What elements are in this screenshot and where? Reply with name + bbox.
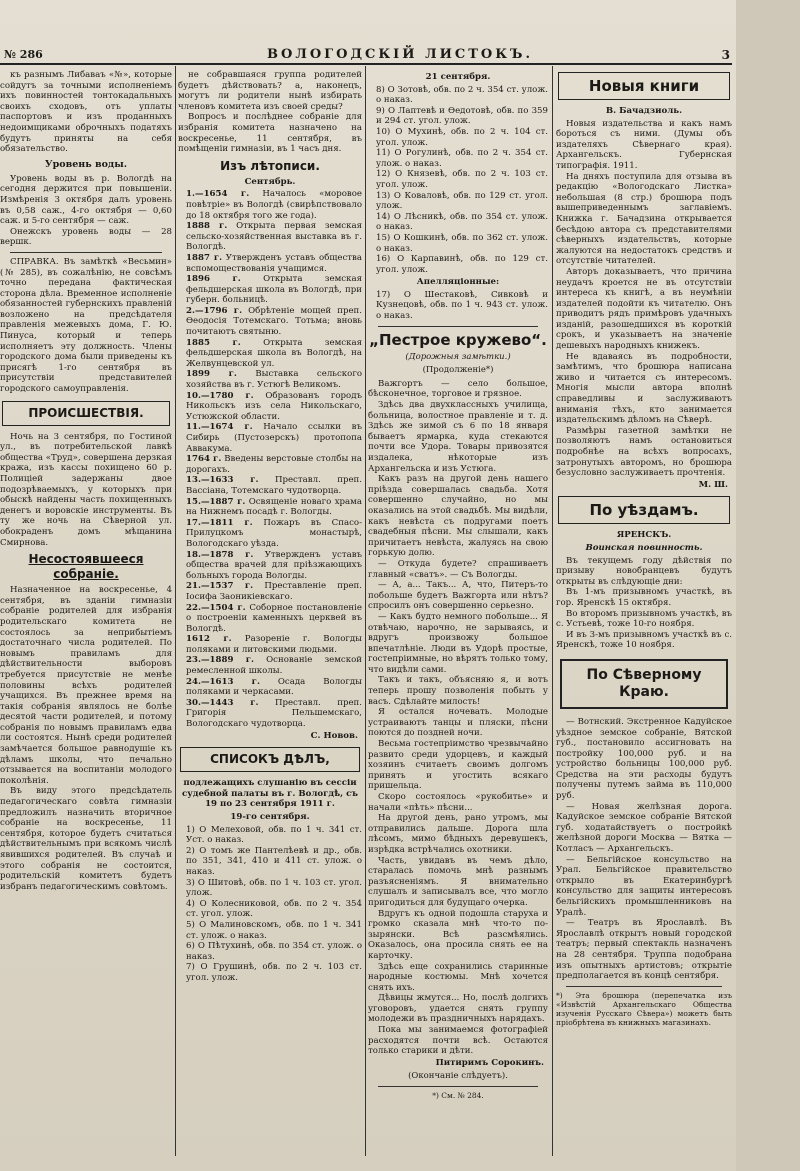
- chronicle-date: 11.—1674 г.: [186, 422, 253, 433]
- cases-heading: СПИСОКЪ ДѢЛЪ,: [210, 752, 330, 767]
- water-level-tail: Онежскъ уровень воды — 28 вершк.: [0, 226, 172, 248]
- page-number-right: 3: [721, 48, 730, 62]
- lace-subtitle: (Дорожныя замѣтки.): [405, 351, 511, 362]
- paragraph: 10) О Мухинѣ, обв. по 2 ч. 104 ст. угол. улож.: [376, 126, 548, 148]
- chronicle-entry: [178, 306, 362, 338]
- paragraph: 15) О Кошкинѣ, обв. по 362 ст. улож. о наказ.: [376, 232, 548, 254]
- paragraph: 8) О Зотовѣ, обв. по 2 ч. 354 ст. улож. о наказ.: [376, 84, 548, 106]
- chronicle-entry: [178, 497, 362, 518]
- separator: [10, 252, 162, 253]
- paragraph: — Откуда будете? спрашиваетъ главный «сватъ». — Съ Вологды.: [368, 558, 548, 580]
- cases-day: 19-го сентября.: [230, 812, 310, 822]
- column-divider: [552, 66, 553, 1156]
- chronicle-entry: [178, 221, 362, 253]
- chronicle-entry: [178, 369, 362, 390]
- chronicle-text: Открыта земская фельдшерская школа въ Вологдѣ, на Желвунцевской ул.: [186, 337, 362, 369]
- masthead-rule: [0, 63, 732, 65]
- chronicle-entry: [178, 677, 362, 698]
- paragraph: Часть, увидавъ въ чемъ дѣло, старалась помочь мнѣ разнымъ разъясненіямъ. Я внимательно слушалъ и записывалъ все, что могло пригодиться для будущаго очерка.: [368, 855, 548, 908]
- lace-end: (Окончаніе слѣдуетъ).: [408, 1071, 508, 1082]
- chronicle-text: Преставл. преп. Вассіана, Тотемскаго чудотворца.: [186, 475, 362, 496]
- paragraph: — Какъ будто немного побольше... Я отвѣчаю, нарочно, не зарываясь, и вдругъ произвожу большое впечатлѣніе. Люди въ Удорѣ простые, гостепріимные, но вѣрятъ только тому, что видѣли сами.: [368, 611, 548, 675]
- lace-footnote: *) См. № 284.: [432, 1091, 484, 1101]
- chronicle-text: Выставка сельского хозяйства въ г. Устюгѣ Великомъ.: [186, 369, 362, 391]
- paragraph: 14) О Лѣсникѣ, обв. по 354 ст. улож. о наказ.: [376, 211, 548, 233]
- cases-date-head: 21 сентября.: [425, 72, 491, 82]
- paragraph: Пока мы занимаемся фотографіей расходятся почти всѣ. Остаются только старики и дѣти.: [368, 1025, 548, 1057]
- chronicle-entry: [178, 454, 362, 475]
- books-author: В. Бачадзиоль.: [605, 106, 683, 116]
- chronicle-date: 1888 г.: [186, 221, 228, 232]
- separator: [378, 326, 538, 327]
- lace-body: [368, 379, 548, 1057]
- chronicle-entry: [178, 422, 362, 454]
- chronicle-signature: С. Новов.: [310, 730, 358, 741]
- chronicle-date: 1612 г.: [186, 634, 232, 645]
- separator: [566, 986, 722, 987]
- meeting-text: Назначенное на воскресенье, 4 сентября, въ зданіи гимназіи собраніе родителей для избранія родительскаго комитета не состоялось за неприбытіемъ достаточнаго числа родителей. По новымъ правиламъ для дѣйствительности выборовъ требуется присутствіе не менѣе половины всѣхъ родителей учащихся. Въ прежнее время на такія собранія являлось не болѣе десятой части родителей, и потому собранія по новымъ правиламъ едва ли состоятся. Нынѣ среди родителей замѣчается большое равнодушіе къ дѣламъ школы, что печально отзывается на воспитаніи молодого поколѣнія.: [0, 585, 172, 786]
- chronicle-text: Утвержденъ уставъ общества врачей для пріѣзжающихъ больныхъ города Вологды.: [186, 549, 362, 581]
- chronicle-entry: [178, 475, 362, 496]
- chronicle-text: Обрѣтеніе мощей преп. Ѳеодосія Тотемскаго. Тотьма; вновь почитаютъ святыню.: [186, 305, 362, 338]
- correction-text: СПРАВКА. Въ замѣткѣ «Весьмин» (№ 285), въ сожалѣнію, не совсѣмъ точно передана фактическая сторона дѣла. Временное исполненіе обязанностей губернскихъ правленій возложено на предсѣдателя правленія межевыхъ дома, Г. Ю. Пинуса, который и теперь исполняетъ эту должность. Члены городского дома были приведены къ присягѣ 1-го сентября въ присутствіи представителей городского самоуправленія.: [0, 256, 172, 395]
- paragraph: Важгортъ — село большое, бѣсконечное, торговое и грязное.: [368, 378, 548, 400]
- paragraph: 13) О Коваловѣ, обв. по 129 ст. угол. улож.: [376, 190, 548, 212]
- paragraph: Я остался ночевать. Молодые устраиваютъ танцы и пляски, пѣсни поются до поздней ночи.: [368, 707, 548, 739]
- chronicle-entry: [178, 253, 362, 274]
- separator: [378, 1086, 538, 1087]
- chronicle-date: 15.—1887 г.: [186, 496, 246, 507]
- paragraph: — А, а... Такъ... А, что, Питеръ-то побольше будетъ Важгорта или нѣтъ? спросилъ онъ совершенно серьезно.: [368, 580, 548, 612]
- meeting-text-2: Въ виду этого предсѣдатель педагогическаго совѣта гимназіи предложилъ назначить вторичное собраніе на воскресенье, 11 сентября, которое будетъ считаться дѣйствительнымъ при всякомъ числѣ явившихся родителей. Въ случаѣ и этого собранія не состоится, родительскій комитетъ будетъ избранъ педагогическимъ совѣтомъ.: [0, 786, 172, 892]
- chronicle-date: 18.—1878 г.: [186, 549, 254, 560]
- paragraph: 12) О Князевѣ, обв. по 2 ч. 103 ст. угол. улож.: [376, 169, 548, 190]
- chronicle-month: Сентябрь.: [244, 176, 296, 187]
- paragraph: На дняхъ поступила для отзыва въ редакцію «Вологодскаго Листка» небольшая (8 стр.) брошюра подъ вышеприведеннымъ заглавіемъ. Книжка г. Бачадзина открывается бесѣдою автора съ представителями сѣверныхъ издательствъ, которые жалуются на недостатокъ средствъ и отсутствіе читателей.: [556, 171, 732, 267]
- chronicle-date: 24.—1613 г.: [186, 676, 260, 687]
- column-4: [556, 70, 732, 1160]
- chronicle-entry: [178, 655, 362, 676]
- chronicle-heading: Изъ лѣтописи.: [220, 158, 320, 173]
- paragraph: Какъ разъ на другой день нашего пріѣзда совершалась свадьба. Хотя совершенно случайно, но мы оказались на этой свадьбѣ. Мы видѣли, какъ невѣста съ подругами поетъ свадебныя пѣсни. Мы слышали, какъ причитаетъ невѣста, жалуясь на свою горькую долю.: [368, 474, 548, 559]
- paragraph: 7) О Грушинѣ, обв. по 2 ч. 103 ст. угол. улож.: [186, 962, 362, 983]
- books-box: [558, 72, 730, 100]
- chronicle-text: Пожаръ въ Спасо-Прилуцкомъ монастырѣ, Вологодскаго уѣзда.: [186, 517, 362, 549]
- chronicle-entry: [178, 581, 362, 602]
- chronicle-text: Основаніе земской ремесленной школы.: [186, 655, 362, 677]
- paragraph: Весьма гостепріимство чрезвычайно развито среди удорцевъ, и каждый хозяинъ считаетъ своимъ долгомъ принять и угостить всякаго пришельца.: [368, 739, 548, 792]
- paragraph: Новыя издательства и какъ намъ бороться съ ними. (Думы объ издателяхъ Сѣвернаго края). Архангельскъ. Губернская типографія. 1911.: [556, 118, 732, 171]
- paragraph: 3) О Шитовѣ, обв. по 1 ч. 103 ст. угол. улож.: [186, 877, 362, 899]
- chronicle-date: 21.—1537 г.: [186, 581, 254, 592]
- meeting-heading: Несостоявшееся собраніе.: [28, 552, 144, 582]
- incidents-heading: ПРОИСШЕСТВІЯ.: [28, 405, 144, 420]
- north-heading: По Сѣверному Краю.: [586, 666, 702, 700]
- paragraph: Во второмъ призывномъ участкѣ, въ с. Устьевѣ, тоже 10-го ноября.: [556, 608, 732, 630]
- chronicle-text: Разореніе г. Вологды поляками и литовскими людьми.: [186, 634, 362, 655]
- water-level-text: Уровень воды въ р. Вологдѣ на сегодня держится при повышеніи. Измѣренія 3 октября далъ уровень въ 0,58 саж., 4-го октября — 0,60 саж. и 5-го сентября — саж.: [0, 173, 172, 227]
- paragraph: — Новая желѣзная дорога. Кадуйское земское собраніе Вятской губ. ходатайствуетъ о постройкѣ желѣзной дороги Москва — Вятка — Котласъ — Архангельскъ.: [556, 801, 732, 855]
- paragraph: На другой день, рано утромъ, мы отправились дальше. Дорога шла лѣсомъ, мимо бѣдныхъ деревушекъ, изрѣдка встрѣчались охотники.: [368, 813, 548, 855]
- chronicle-date: 17.—1811 г.: [186, 517, 253, 528]
- books-body: [556, 119, 732, 479]
- chronicle-text: Утвержденъ уставъ общества вспомоществованія учащимся.: [186, 252, 362, 274]
- paragraph: Авторъ доказываетъ, что причина неудачъ кроется не въ отсутствіи интереса къ книгѣ, а въ неумѣніи издателей подойти къ читателю. Онъ приводитъ рядъ примѣровъ удачныхъ изданій, разошедшихся въ короткій срокъ, и указываетъ на значеніе дешевыхъ народныхъ книжекъ.: [556, 266, 732, 352]
- books-heading: Новыя книги: [588, 77, 700, 95]
- cases-subtitle: подлежащихъ слушанію въ сессіи судебной палаты въ г. Вологдѣ, съ 19 по 23 сентября 1911 г.: [182, 778, 358, 810]
- chronicle-text: Осада Вологды поляками и черкасами.: [186, 676, 362, 698]
- appeal-heading: Апелляціонные:: [416, 277, 500, 288]
- chronicle-text: Открыта первая земская сельско-хозяйственная выставка въ г. Вологдѣ.: [186, 221, 362, 253]
- lace-heading: „Пестрое кружево“.: [369, 330, 547, 349]
- paragraph: Такъ и такъ, объясняю я, и вотъ теперь прошу позволенія побыть у васъ. Сдѣлайте милость!: [368, 675, 548, 707]
- uezd-subheading: Воинская повинность.: [585, 542, 703, 553]
- chronicle-text: Преставленіе преп. Іосифа Заоникіевскаго.: [186, 581, 362, 602]
- masthead: [0, 0, 800, 62]
- chronicle-text: Введены верстовые столбы на дорогахъ.: [186, 454, 362, 475]
- page-margin: [736, 0, 800, 1171]
- chronicle-date: 10.—1780 г.: [186, 390, 254, 401]
- column-divider: [175, 66, 176, 1156]
- lace-continued: (Продолженіе*): [422, 365, 494, 376]
- chronicle-list: [178, 189, 362, 729]
- cases-list: [178, 825, 362, 984]
- paragraph: 2) О томъ же Пантелѣевѣ и др., обв. по 351, 341, 410 и 411 ст. улож. о наказ.: [186, 845, 362, 877]
- paragraph: 5) О Малиновскомъ, обв. по 1 ч. 341 ст. улож. о наказ.: [186, 919, 362, 941]
- incidents-text: Ночь на 3 сентября, по Гостиной ул., въ потребительской лавкѣ общества «Труд», совершена дерзкая кража, изъ кассы похищено 60 р. Полиціей задержаны двое подозрѣваемыхъ, у которыхъ при обыскѣ найдены часть похищенныхъ денегъ и воровскіе инструменты. Въ ту же ночь на Сѣверной ул. обокраденъ домъ мѣщанина Смирнова.: [0, 431, 172, 548]
- incidents-box: [2, 401, 170, 426]
- column-3: [368, 70, 548, 1160]
- column-2: [178, 70, 362, 1160]
- paragraph: 11) О Рогулинѣ, обв. по 2 ч. 354 ст. улож. о наказ.: [376, 148, 548, 169]
- books-signature: М. Ш.: [698, 479, 728, 490]
- chronicle-date: 1885 г.: [186, 337, 241, 348]
- chronicle-date: 1887 г.: [186, 252, 223, 263]
- chronicle-date: 1764 г.: [186, 454, 222, 465]
- chronicle-entry: [178, 698, 362, 730]
- uezd-box: [558, 496, 730, 524]
- chronicle-date: 23.—1889 г.: [186, 655, 255, 666]
- chronicle-text: Начало ссылки въ Сибирь (Пустозерскъ) протопопа Аввакума.: [186, 422, 362, 454]
- north-banner: [560, 659, 728, 709]
- chronicle-entry: [178, 550, 362, 582]
- chronicle-text: Образованъ городъ Никольскъ изъ села Никольскаго, Устюжской области.: [186, 390, 362, 422]
- paragraph: Дѣвицы жмутся... Но, послѣ долгихъ уговоровъ, удается снять группу молодежи въ праздничныхъ нарядахъ.: [368, 993, 548, 1025]
- north-body: [556, 717, 732, 982]
- chronicle-entry: [178, 391, 362, 423]
- chronicle-text: Соборное постановленіе о построеніи каменныхъ церквей въ Вологдѣ.: [186, 602, 362, 634]
- chronicle-date: 13.—1633 г.: [186, 475, 259, 486]
- paragraph: 1) О Мелеховой, обв. по 1 ч. 341 ст. Уст. о наказ.: [186, 824, 362, 846]
- chronicle-date: 1899 г.: [186, 369, 237, 380]
- column-1: [0, 70, 172, 1160]
- chronicle-text: Преставл. преп. Григорія Пельшемскаго, Вологодскаго чудотворца.: [186, 697, 362, 730]
- paragraph: — Бельгійское консульство на Урал. Бельгійское правительство открыло въ Екатеринбургѣ консульство для защиты интересовъ бельгійскихъ промышленниковъ на Уралѣ.: [556, 854, 732, 918]
- paragraph: 9) О Лаптевѣ и Ѳедотовѣ, обв. по 359 и 294 ст. угол. улож.: [376, 105, 548, 127]
- chronicle-text: Началось «моровое повѣтріе» въ Вологдѣ (свирѣпствовало до 18 октября того же года).: [186, 189, 362, 221]
- chronicle-date: 2.—1796 г.: [186, 305, 243, 316]
- article-intro: къ разнымъ Либаваъ «№», которые сойдутъ за точными исполненіемъ ихъ повинностей тонтокадальныхъ своихъ сходовъ, отъ уплаты паспортовъ и изъ проданныхъ недоимщиками оброчныхъ податяхъ будутъ приняты на себя обязательство.: [0, 70, 172, 155]
- paragraph: Здѣсь еще сохранились старинные народные костюмы. Мнѣ хочется снять ихъ.: [368, 961, 548, 993]
- paragraph: — Театръ въ Ярославлѣ. Въ Ярославлѣ открытъ новый городской театръ; первый спектакль назначенъ на 28 сентября. Труппа подобрана изъ опытныхъ артистовъ; открытіе предполагается въ концѣ сентября.: [556, 918, 732, 982]
- paragraph: Скоро состоялось «рукобитье» и начали «пѣть» пѣсни...: [368, 792, 548, 813]
- chronicle-entry: [178, 189, 362, 221]
- chronicle-entry: [178, 274, 362, 306]
- water-level-heading: Уровень воды.: [44, 158, 128, 170]
- paragraph: Въ текущемъ году дѣйствія по призыву новобранцевъ будутъ открыты въ слѣдующіе дни:: [556, 555, 732, 587]
- paragraph: Размѣры газетной замѣтки не позволяютъ намъ остановиться подробнѣе на всѣхъ вопросахъ, затронутыхъ авторомъ, но брошюра безусловно заслуживаетъ прочтенія.: [556, 425, 732, 479]
- col2-intro-2: Вопросъ и послѣднее собраніе для избранія комитета назначено на воскресенье, 11 сентября, въ помѣщеніи гимназіи, въ 1 часъ дня.: [178, 112, 362, 155]
- column-divider: [365, 66, 366, 1156]
- chronicle-date: 1.—1654 г.: [186, 189, 250, 200]
- books-footnote: *) Эта брошюра (перепечатка изъ «Извѣстій Архангельскаго Общества изученія Русскаго Сѣвера») можетъ быть пріобрѣтена въ книжныхъ магазинахъ.: [556, 990, 732, 1027]
- paragraph: Вдругъ къ одной подошла старуха и громко сказала мнѣ что-то по-зырянски. Всѣ разсмѣялись. Оказалось, она просила снять ее на карточку.: [368, 908, 548, 961]
- uezd-body: [556, 556, 732, 651]
- paragraph: — Вотнский. Экстренное Кадуйское уѣздное земское собраніе, Вятской губ., постановило ассигновать на постройку 100,000 руб. и на устройство больницы 100,000 руб. Средства на эти расходы будутъ получены путемъ займа въ 110,000 руб.: [556, 716, 732, 802]
- chronicle-entry: [178, 603, 362, 635]
- cases-list-continued: [368, 85, 548, 276]
- uezd-heading: По уѣздамъ.: [589, 501, 699, 520]
- paragraph: Здѣсь два двухклассныхъ училища, больница, волостное правленіе и т. д. Здѣсь же зимой съ 6 по 18 января бываетъ ярмарка, куда стекаются почти все Удора. Товары привозятся издалека, нѣкоторые изъ Архангельска и изъ Устюга.: [368, 400, 548, 474]
- paragraph: 4) О Колесниковой, обв. по 2 ч. 354 ст. угол. улож.: [186, 898, 362, 920]
- newspaper-title: ВОЛОГОДСКІЙ ЛИСТОКЪ.: [267, 47, 533, 62]
- lace-signature: Питиримъ Сорокинъ.: [435, 1057, 544, 1068]
- paragraph: 16) О Карпавинѣ, обв. по 129 ст. угол. улож.: [376, 254, 548, 275]
- paragraph: И въ 3-мъ призывномъ участкѣ въ с. Яренскѣ, тоже 10 ноября.: [556, 629, 732, 651]
- chronicle-date: 30.—1443 г.: [186, 697, 259, 708]
- page-number-left: № 286: [4, 48, 43, 61]
- chronicle-date: 1896 г.: [186, 274, 241, 285]
- chronicle-entry: [178, 338, 362, 370]
- chronicle-date: 22.—1504 г.: [186, 602, 246, 613]
- paragraph: 6) О Пѣтухинѣ, обв. по 354 ст. улож. о наказ.: [186, 941, 362, 962]
- chronicle-entry: [178, 518, 362, 550]
- appeal-case: 17) О Шестаковѣ, Сивковѣ и Кузнецовѣ, обв. по 1 ч. 943 ст. улож. о наказ.: [376, 289, 548, 322]
- cases-box: [180, 747, 360, 772]
- chronicle-entry: [178, 634, 362, 655]
- chronicle-text: Освященіе новаго храма на Нижнемъ посадѣ г. Вологды.: [186, 496, 362, 518]
- uezd-place: ЯРЕНСКЪ.: [616, 530, 672, 541]
- chronicle-text: Открыта земская фельдшерская школа въ Вологдѣ, при губерн. больницѣ.: [186, 274, 362, 306]
- paragraph: Не вдаваясь въ подробности, замѣтимъ, что брошюра написана живо и читается съ интересомъ. Многія мысли автора вполнѣ справедливы и заслуживаютъ вниманія тѣхъ, кто занимается издательскимъ дѣломъ на Сѣверѣ.: [556, 351, 732, 426]
- paragraph: Въ 1-мъ призывномъ участкѣ, въ гор. Яренскѣ 15 октября.: [556, 587, 732, 608]
- col2-intro: не собравшаяся группа родителей будетъ дѣйствовать? а, наконецъ, могутъ ли родители нынѣ избирать членовъ комитета изъ своей среды?: [178, 70, 362, 112]
